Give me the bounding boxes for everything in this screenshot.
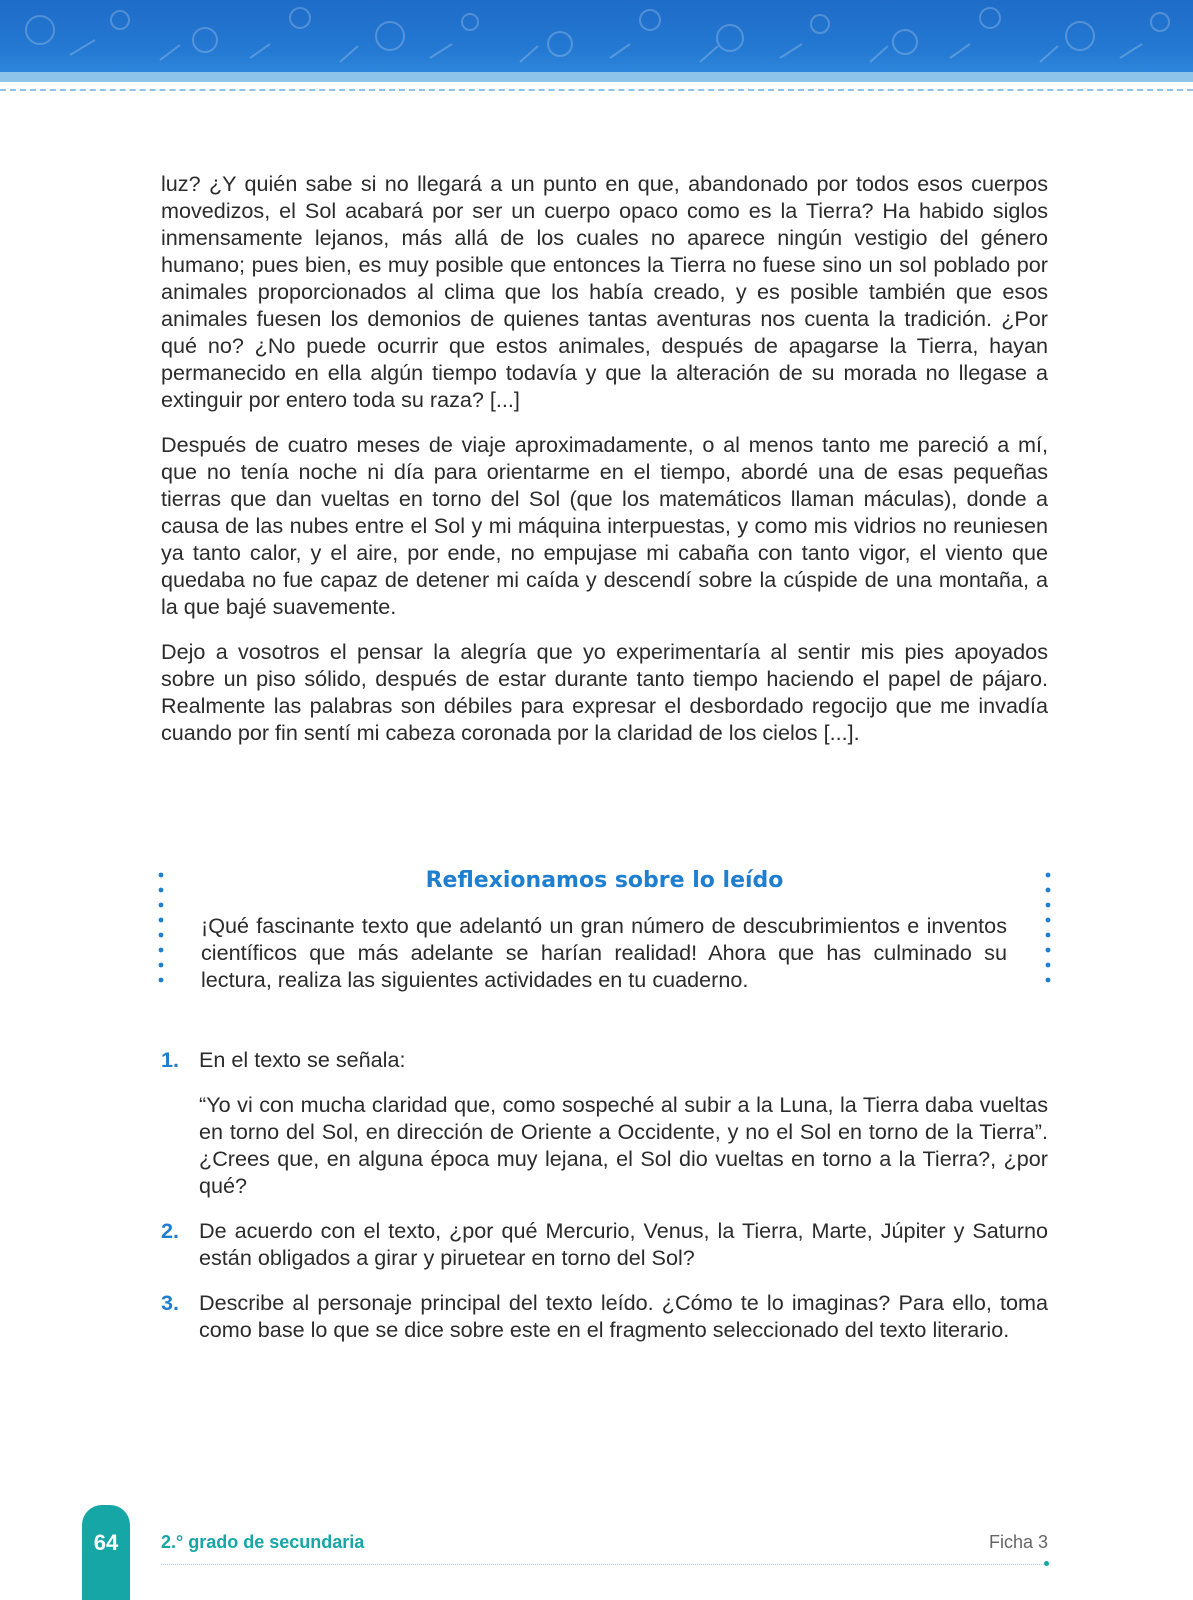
activity-list bbox=[161, 1046, 1048, 1361]
dotted-border-right bbox=[1045, 872, 1051, 984]
header-band bbox=[0, 0, 1193, 72]
reflection-title: Reflexionamos sobre lo leído bbox=[425, 868, 784, 893]
activity-number: 1. bbox=[161, 1047, 180, 1072]
paragraph: luz? ¿Y quién sabe si no llegará a un punto en que, abandonado por todos esos cuerpos movedizos, el Sol acabará por ser un cuerpo opaco como es la Tierra? Ha habido siglos inmensamente lejanos, más allá de los cuales no aparece ningún vestigio del género humano; pues bien, es muy posible que entonces la Tierra no fuese sino un sol poblado por animales proporcionados al clima que los había creado, y es posible también que esos animales fuesen los demonios de quienes tantas aventuras nos cuenta la tradición. ¿Por qué no? ¿No puede ocurrir que estos animales, después de apagarse la Tierra, hayan permanecido en ella algún tiempo todavía y que la alteración de su morada no llegase a extinguir por entero toda su raza? [...] bbox=[161, 171, 1048, 412]
activity-item bbox=[161, 1217, 1048, 1271]
activity-item bbox=[161, 1046, 1048, 1199]
header-stripe bbox=[0, 72, 1193, 82]
paragraph: Después de cuatro meses de viaje aproximadamente, o al menos tanto me pareció a mí, que no tenía noche ni día para orientarme en el tiempo, abordé una de esas pequeñas tierras que dan vueltas en torno del Sol (que los matemáticos llaman máculas), donde a causa de las nubes entre el Sol y mi máquina interpuestas, y como mis vidrios no reuniesen ya tanto calor, y el aire, por ende, no empujase mi cabaña con tanto vigor, el viento que quedaba no fue capaz de detener mi caída y descendí sobre la cúspide de una montaña, a la que bajé suavemente. bbox=[161, 432, 1048, 619]
header-dashed-line bbox=[0, 89, 1193, 91]
activity-number: 3. bbox=[161, 1290, 180, 1315]
activity-quote: “Yo vi con mucha claridad que, como sospeché al subir a la Luna, la Tierra daba vueltas en torno del Sol, en dirección de Oriente a Occidente, y no el Sol en torno de la Tierra”. ¿Crees que, en alguna época muy lejana, el Sol dio vueltas en torno a la Tierra?, ¿por qué? bbox=[199, 1092, 1048, 1198]
activity-text: De acuerdo con el texto, ¿por qué Mercurio, Venus, la Tierra, Marte, Júpiter y Saturno están obligados a girar y piruetear en torno del Sol? bbox=[199, 1218, 1048, 1270]
activity-number: 2. bbox=[161, 1218, 180, 1243]
ficha-label: Ficha 3 bbox=[988, 1532, 1048, 1552]
activity-text: Describe al personaje principal del texto leído. ¿Cómo te lo imaginas? Para ello, toma como base lo que se dice sobre este en el fragmento seleccionado del texto literario. bbox=[199, 1290, 1048, 1342]
doodle-pattern bbox=[0, 0, 1193, 72]
footer-dot bbox=[1044, 1561, 1049, 1566]
paragraph: Dejo a vosotros el pensar la alegría que yo experimentaría al sentir mis pies apoyados sobre un piso sólido, después de estar durante tanto tiempo haciendo el papel de pájaro. Realmente las palabras son débiles para expresar el desbordado regocijo que me invadía cuando por fin sentí mi cabeza coronada por la claridad de los cielos [...]. bbox=[161, 639, 1048, 745]
grade-label: 2.° grado de secundaria bbox=[161, 1532, 365, 1552]
reflection-box bbox=[158, 860, 1051, 1000]
page-number: 64 bbox=[93, 1530, 119, 1555]
reading-text bbox=[161, 170, 1048, 764]
activity-text: En el texto se señala: bbox=[199, 1047, 406, 1072]
activity-item bbox=[161, 1289, 1048, 1343]
footer-dotted-line bbox=[161, 1564, 1044, 1565]
reflection-text: ¡Qué fascinante texto que adelantó un gran número de descubrimientos e inventos científicos que más adelante se harían realidad! Ahora que has culminado su lectura, realiza las siguientes actividades en tu cuaderno. bbox=[201, 913, 1007, 992]
